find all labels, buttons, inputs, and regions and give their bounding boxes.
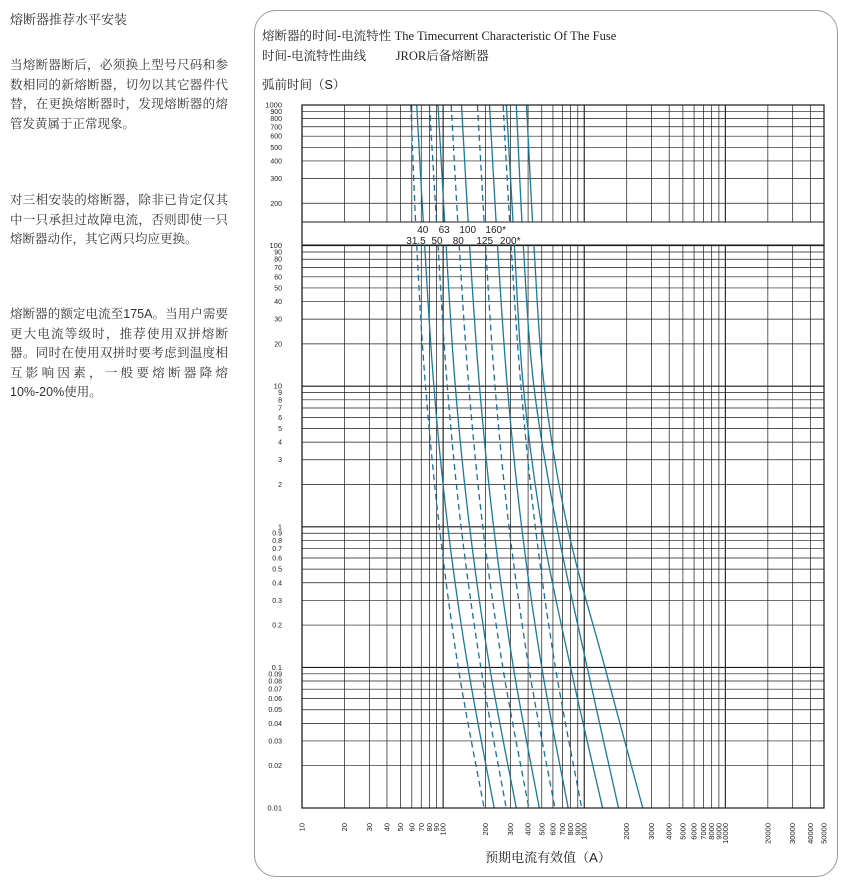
y-tick-labels [265,101,282,813]
x-tick-4000: 4000 [664,823,674,840]
y-tick-6: 6 [278,414,282,422]
y-tick-9: 9 [278,390,282,398]
x-tick-900: 900 [573,823,583,836]
y-tick-2: 2 [278,482,282,489]
x-tick-50: 50 [396,823,406,832]
y-tick-0.02: 0.02 [268,763,282,771]
y-tick-0.04: 0.04 [268,720,282,728]
fuse-model-prefix: JROR [395,49,427,63]
x-tick-10000: 10000 [720,823,730,844]
sidebar-paragraph-three-phase: 对三相安装的熔断器，除非已肯定仅其中一只承担过故障电流，否则即使一只熔断器动作，其它两只均应更换。 [10,193,228,246]
y-tick-500: 500 [270,144,282,152]
y-tick-700: 700 [270,124,282,132]
x-tick-50000: 50000 [819,823,829,844]
y-tick-900: 900 [270,108,282,116]
y-tick-0.5: 0.5 [272,566,282,574]
x-tick-10: 10 [297,823,307,832]
y-tick-200: 200 [270,200,282,208]
y-tick-0.07: 0.07 [268,686,282,694]
x-tick-7000: 7000 [699,823,708,840]
chart-title-cn: 熔断器的时间-电流特性 [262,29,392,43]
rating-label-bottom-200star: 200* [499,236,521,247]
x-tick-8000: 8000 [707,823,717,840]
x-tick-30000: 30000 [788,823,798,844]
curve-125 [477,105,555,808]
x-tick-800: 800 [566,823,576,836]
curve-200star [503,105,582,808]
sidebar-paragraph-replacement: 当熔断器断后，必须换上型号尺码和参数相同的新熔断器，切勿以其它器件代替，在更换熔断器时，发现熔断器的熔管发黄属于正常现象。 [10,58,228,131]
x-tick-200: 200 [481,823,491,836]
sidebar-paragraph-rating: 熔断器的额定电流至175A。当用户需要更大电流等级时，推荐使用双拼熔断器。同时在使用双拼时要考虑到温度相互影响因素，一般要熔断器降熔10%-20%使用。 [10,307,228,399]
x-tick-5000: 5000 [678,823,688,840]
curve-31.5 [411,105,484,808]
chart-subtitle-cn: 时间-电流特性曲线 [262,49,367,63]
y-tick-0.4: 0.4 [272,580,282,588]
rating-label-bottom-31.5: 31.5 [406,236,426,247]
rating-label-top-63: 63 [438,225,450,236]
y-tick-0.9: 0.9 [272,530,282,538]
rating-label-bottom-125: 125 [476,236,494,247]
rating-label-top-40: 40 [417,225,429,236]
y-tick-0.6: 0.6 [272,555,282,563]
y-tick-0.05: 0.05 [268,707,282,715]
y-tick-3: 3 [278,457,282,465]
chart-curves [411,105,643,808]
x-tick-100: 100 [438,823,448,836]
y-tick-0.8: 0.8 [272,537,282,545]
chart-grid [302,105,824,808]
plot-frame [302,105,824,808]
y-tick-600: 600 [270,133,282,141]
y-tick-40: 40 [274,299,282,307]
y-tick-10: 10 [273,381,282,391]
x-tick-600: 600 [548,823,558,836]
y-tick-0.2: 0.2 [272,622,282,630]
y-tick-30: 30 [274,316,282,324]
x-tick-500: 500 [537,823,547,836]
y-tick-300: 300 [270,176,282,183]
y-tick-60: 60 [274,274,282,282]
y-tick-0.08: 0.08 [268,678,282,686]
y-tick-80: 80 [274,256,282,264]
y-tick-50: 50 [274,285,282,293]
x-tick-labels [298,823,829,844]
y-tick-1: 1 [277,522,282,532]
x-tick-30: 30 [364,823,374,832]
y-tick-0.09: 0.09 [268,671,282,679]
x-tick-1000: 1000 [579,823,589,840]
y-tick-0.06: 0.06 [268,696,282,704]
x-tick-70: 70 [416,823,426,832]
x-tick-20000: 20000 [763,823,773,844]
x-tick-40: 40 [382,823,392,832]
y-axis-title: 弧前时间（S） [262,78,346,92]
x-tick-3000: 3000 [647,823,657,840]
y-tick-7: 7 [278,405,282,413]
x-tick-60: 60 [407,823,417,832]
y-tick-0.01: 0.01 [267,803,282,813]
rating-label-top-100: 100 [459,225,477,236]
y-tick-8: 8 [278,397,282,405]
rating-label-band [302,222,824,245]
y-tick-4: 4 [278,439,282,447]
rating-label-bottom-50: 50 [431,236,443,247]
fuse-model-suffix: 后备熔断器 [426,49,489,63]
x-tick-2000: 2000 [622,823,632,840]
y-tick-0.1: 0.1 [271,662,282,672]
x-tick-20: 20 [340,823,349,832]
y-tick-5: 5 [278,426,282,433]
y-tick-20: 20 [274,341,282,349]
x-tick-400: 400 [523,823,533,836]
x-tick-700: 700 [557,823,567,836]
y-tick-1000: 1000 [265,100,282,110]
y-tick-100: 100 [269,241,282,251]
rating-labels [406,225,520,247]
x-tick-6000: 6000 [689,823,699,840]
x-tick-9000: 9000 [714,823,724,840]
curve-63 [438,105,516,808]
x-tick-40000: 40000 [805,823,815,844]
x-tick-300: 300 [506,823,515,836]
y-tick-0.03: 0.03 [268,738,282,746]
sidebar-title: 熔断器推荐水平安装 [10,12,128,27]
chart-title-en: The Timecurrent Characteristic Of The Fuse [394,29,617,43]
rating-label-top-160star: 160* [485,225,506,236]
rating-label-bottom-80: 80 [452,236,464,247]
x-tick-90: 90 [432,823,442,832]
y-tick-90: 90 [274,249,282,257]
y-tick-0.7: 0.7 [272,546,282,554]
y-tick-70: 70 [274,264,282,272]
curve-80 [451,105,529,808]
y-tick-400: 400 [270,158,282,166]
curve-40 [417,105,495,808]
y-tick-0.3: 0.3 [272,597,282,605]
x-axis-title: 预期电流有效值（A） [485,850,611,865]
y-tick-800: 800 [270,116,282,124]
x-tick-80: 80 [424,823,434,832]
